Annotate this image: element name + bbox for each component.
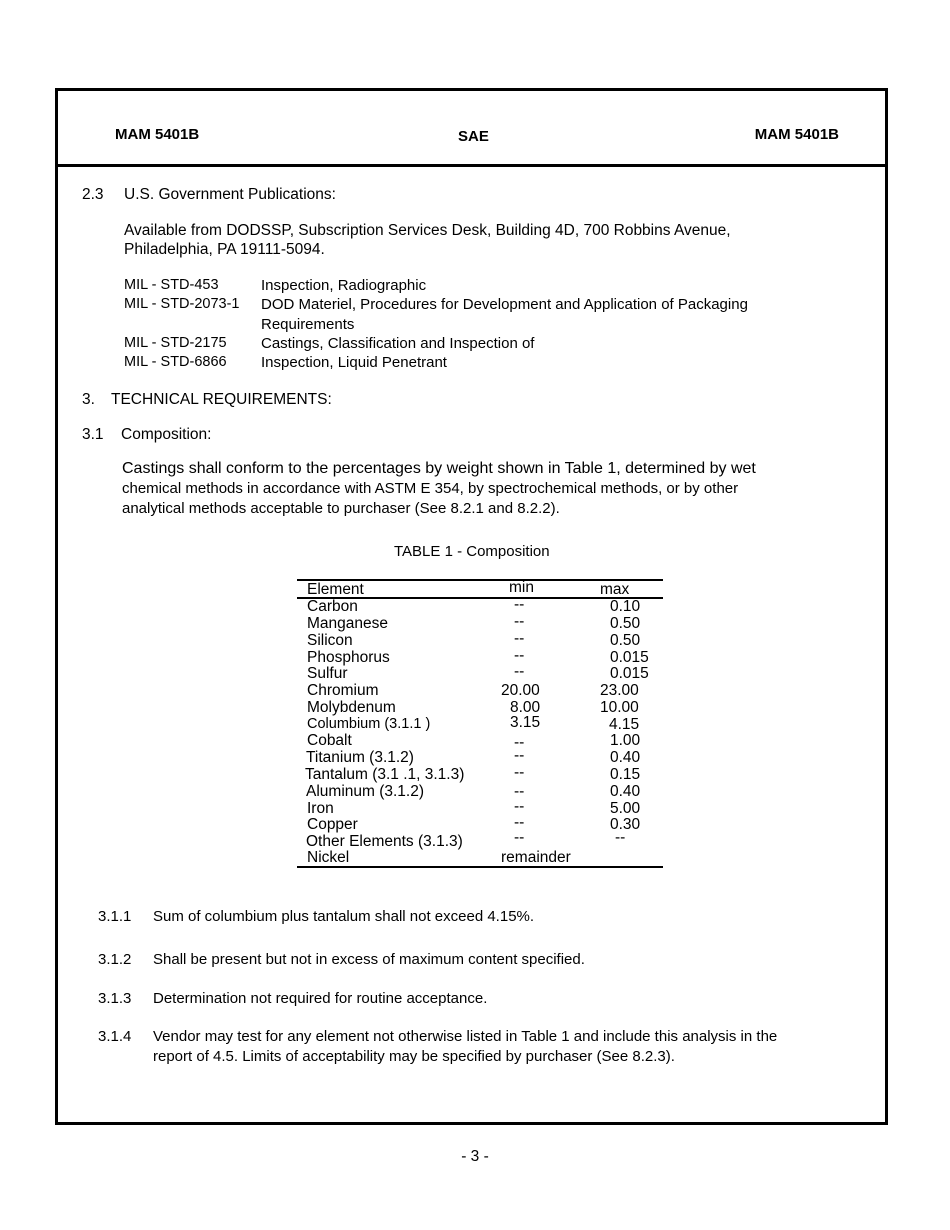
min-cell: -- <box>514 647 525 664</box>
mil-std-desc: Castings, Classification and Inspection of <box>261 335 535 352</box>
mil-std-id: MIL - STD-453 <box>124 277 219 293</box>
max-cell: 0.10 <box>610 598 641 615</box>
section-2-3-title: U.S. Government Publications: <box>124 186 336 203</box>
mil-std-id: MIL - STD-2175 <box>124 335 227 351</box>
min-cell: -- <box>514 814 525 831</box>
element-cell: Columbium (3.1.1 ) <box>307 716 431 732</box>
min-cell: -- <box>514 829 525 846</box>
mil-std-id: MIL - STD-2073-1 <box>124 296 240 312</box>
max-cell: 0.40 <box>610 749 641 766</box>
table-row <box>297 749 663 766</box>
min-cell: -- <box>514 596 525 613</box>
note-number: 3.1.2 <box>98 951 132 968</box>
composition-text-line-1: Castings shall conform to the percentages by weight shown in Table 1, determined by wet <box>122 460 756 477</box>
section-3-1-title: Composition: <box>121 426 212 443</box>
note-text: Determination not required for routine acceptance. <box>153 990 488 1007</box>
page-header <box>58 91 885 167</box>
column-header-min: min <box>509 579 534 596</box>
max-cell: 0.50 <box>610 615 641 632</box>
min-cell: -- <box>514 663 525 680</box>
table-row <box>297 849 663 866</box>
max-cell: 5.00 <box>610 800 641 817</box>
column-header-max: max <box>600 581 630 598</box>
max-cell: 0.15 <box>610 766 641 783</box>
table-row <box>297 716 663 733</box>
section-3-number: 3. <box>82 391 95 408</box>
table-bottom-rule <box>297 866 663 868</box>
note-number: 3.1.4 <box>98 1028 132 1045</box>
table-row <box>297 632 663 649</box>
table-row <box>297 766 663 783</box>
min-cell: -- <box>514 764 525 781</box>
table-row <box>297 699 663 716</box>
mil-std-desc-continued: Requirements <box>261 316 355 333</box>
table-row <box>297 732 663 749</box>
max-cell: 0.50 <box>610 632 641 649</box>
element-cell: Tantalum (3.1 .1, 3.1.3) <box>305 766 465 783</box>
min-cell: 8.00 <box>510 699 541 716</box>
table-row <box>297 829 663 850</box>
element-cell: Manganese <box>307 615 389 632</box>
page-number: - 3 - <box>461 1148 489 1165</box>
note-number: 3.1.3 <box>98 990 132 1007</box>
mil-std-desc: Inspection, Liquid Penetrant <box>261 354 447 371</box>
min-cell: -- <box>514 734 525 751</box>
element-cell: Molybdenum <box>307 699 396 716</box>
table-row <box>297 800 663 817</box>
element-cell: Iron <box>307 800 334 817</box>
table-caption: TABLE 1 - Composition <box>394 543 550 560</box>
mil-std-desc: Inspection, Radiographic <box>261 277 427 294</box>
element-cell: Chromium <box>307 682 379 699</box>
availability-line-1: Available from DODSSP, Subscription Services Desk, Building 4D, 700 Robbins Avenue, <box>124 222 731 239</box>
table-row <box>297 665 663 682</box>
max-cell: 10.00 <box>600 699 639 716</box>
max-cell: 23.00 <box>600 682 639 699</box>
composition-text-line-3: analytical methods acceptable to purchaser (See 8.2.1 and 8.2.2). <box>122 500 560 517</box>
table-row <box>297 783 663 800</box>
element-cell: Cobalt <box>307 732 352 749</box>
note-text: Vendor may test for any element not otherwise listed in Table 1 and include this analysis in the <box>153 1028 778 1045</box>
element-cell: Nickel <box>307 849 350 866</box>
availability-line-2: Philadelphia, PA 19111-5094. <box>124 241 325 258</box>
max-cell: 1.00 <box>610 732 641 749</box>
note-text-continued: report of 4.5. Limits of acceptability may be specified by purchaser (See 8.2.3). <box>153 1048 675 1065</box>
element-cell: Copper <box>307 816 358 833</box>
min-cell: -- <box>514 747 525 764</box>
min-cell: 20.00 <box>501 682 540 699</box>
min-cell: 3.15 <box>510 714 541 731</box>
table-row <box>297 682 663 699</box>
note-text: Shall be present but not in excess of maximum content specified. <box>153 951 585 968</box>
table-row <box>297 816 663 833</box>
max-cell: 0.40 <box>610 783 641 800</box>
min-cell: -- <box>514 630 525 647</box>
note-text: Sum of columbium plus tantalum shall not exceed 4.15%. <box>153 908 535 925</box>
max-cell: 4.15 <box>609 716 640 733</box>
header-org: SAE <box>458 128 489 145</box>
max-cell: 0.015 <box>610 665 649 682</box>
table-row <box>297 598 663 615</box>
max-cell: 0.30 <box>610 816 641 833</box>
table-row <box>297 649 663 666</box>
min-cell: -- <box>514 613 525 630</box>
mil-std-id: MIL - STD-6866 <box>124 354 227 370</box>
column-header-element: Element <box>307 581 364 598</box>
max-cell: 0.015 <box>610 649 649 666</box>
min-cell: -- <box>514 798 525 815</box>
element-cell: Other Elements (3.1.3) <box>306 833 463 850</box>
header-doc-id-left: MAM 5401B <box>115 126 200 143</box>
element-cell: Aluminum (3.1.2) <box>306 783 425 800</box>
table-row <box>297 615 663 632</box>
section-3-title: TECHNICAL REQUIREMENTS: <box>111 391 332 408</box>
composition-text-line-2: chemical methods in accordance with ASTM E 354, by spectrochemical methods, or by other <box>122 480 739 497</box>
section-2-3-number: 2.3 <box>82 186 104 203</box>
min-cell: -- <box>514 783 525 800</box>
header-doc-id-right: MAM 5401B <box>754 126 839 143</box>
mil-std-desc: DOD Materiel, Procedures for Development and Application of Packaging <box>261 296 748 313</box>
element-cell: Phosphorus <box>307 649 390 666</box>
table-header-row <box>297 581 663 598</box>
element-cell: Titanium (3.1.2) <box>306 749 414 766</box>
section-3-1-number: 3.1 <box>82 426 104 443</box>
element-cell: Carbon <box>307 598 358 615</box>
element-cell: Sulfur <box>307 665 348 682</box>
element-cell: Silicon <box>307 632 353 649</box>
max-cell: -- <box>615 829 626 846</box>
note-number: 3.1.1 <box>98 908 132 925</box>
min-cell: remainder <box>501 849 571 866</box>
